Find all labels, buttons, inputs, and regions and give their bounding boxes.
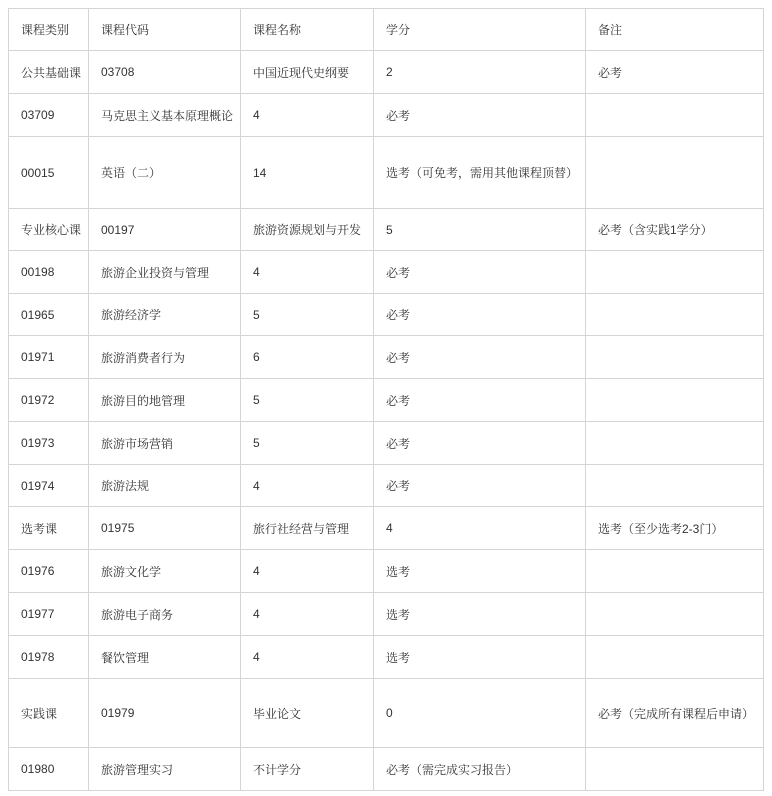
cell-remarks (586, 379, 764, 422)
cell-credits: 4 (374, 507, 586, 550)
cell-credits: 2 (374, 51, 586, 94)
cell-remarks: 必考（完成所有课程后申请） (586, 679, 764, 748)
cell-category: 01965 (9, 294, 89, 336)
cell-name: 6 (241, 336, 374, 379)
table-row (9, 379, 764, 422)
cell-name: 4 (241, 636, 374, 679)
table-row (9, 137, 764, 209)
course-table (8, 8, 764, 791)
cell-remarks: 必考（含实践1学分） (586, 209, 764, 251)
cell-name: 中国近现代史纲要 (241, 51, 374, 94)
cell-credits: 选考 (374, 636, 586, 679)
cell-remarks (586, 465, 764, 507)
cell-category: 公共基础课 (9, 51, 89, 94)
table-row (9, 593, 764, 636)
cell-remarks (586, 550, 764, 593)
cell-code: 旅游经济学 (89, 294, 241, 336)
cell-category: 01976 (9, 550, 89, 593)
cell-credits: 必考 (374, 294, 586, 336)
table-body (9, 51, 764, 791)
cell-credits: 必考 (374, 251, 586, 294)
header-cell-remarks: 备注 (586, 9, 764, 51)
cell-name: 5 (241, 422, 374, 465)
cell-category: 03709 (9, 94, 89, 137)
cell-category: 专业核心课 (9, 209, 89, 251)
cell-name: 不计学分 (241, 748, 374, 791)
cell-credits: 必考 (374, 465, 586, 507)
cell-remarks (586, 251, 764, 294)
cell-category: 00198 (9, 251, 89, 294)
table-row (9, 51, 764, 94)
table-row (9, 550, 764, 593)
table-row (9, 679, 764, 748)
cell-category: 01973 (9, 422, 89, 465)
cell-category: 01972 (9, 379, 89, 422)
cell-name: 4 (241, 94, 374, 137)
header-cell-name: 课程名称 (241, 9, 374, 51)
cell-code: 旅游消费者行为 (89, 336, 241, 379)
cell-category: 实践课 (9, 679, 89, 748)
cell-code: 英语（二） (89, 137, 241, 209)
header-cell-credits: 学分 (374, 9, 586, 51)
cell-name: 旅游资源规划与开发 (241, 209, 374, 251)
table-row (9, 94, 764, 137)
cell-credits: 选考（可免考，需用其他课程顶替） (374, 137, 586, 209)
cell-code: 旅游管理实习 (89, 748, 241, 791)
cell-name: 4 (241, 593, 374, 636)
cell-name: 4 (241, 550, 374, 593)
cell-name: 5 (241, 379, 374, 422)
cell-name: 5 (241, 294, 374, 336)
cell-name: 14 (241, 137, 374, 209)
header-cell-category: 课程类别 (9, 9, 89, 51)
table-row (9, 748, 764, 791)
header-cell-code: 课程代码 (89, 9, 241, 51)
cell-code: 旅游企业投资与管理 (89, 251, 241, 294)
cell-remarks (586, 94, 764, 137)
table-header-row (9, 9, 764, 51)
cell-code: 00197 (89, 209, 241, 251)
cell-name: 旅行社经营与管理 (241, 507, 374, 550)
cell-credits: 必考 (374, 336, 586, 379)
cell-category: 01977 (9, 593, 89, 636)
cell-credits: 必考 (374, 422, 586, 465)
cell-category: 01974 (9, 465, 89, 507)
cell-code: 01975 (89, 507, 241, 550)
cell-remarks (586, 422, 764, 465)
table-row (9, 294, 764, 336)
cell-credits: 选考 (374, 593, 586, 636)
cell-remarks (586, 336, 764, 379)
cell-code: 旅游市场营销 (89, 422, 241, 465)
cell-remarks (586, 294, 764, 336)
table-row (9, 636, 764, 679)
cell-category: 01980 (9, 748, 89, 791)
table-row (9, 209, 764, 251)
cell-credits: 必考（需完成实习报告） (374, 748, 586, 791)
cell-name: 毕业论文 (241, 679, 374, 748)
cell-name: 4 (241, 251, 374, 294)
cell-credits: 0 (374, 679, 586, 748)
cell-category: 01971 (9, 336, 89, 379)
cell-credits: 选考 (374, 550, 586, 593)
cell-remarks: 选考（至少选考2-3门） (586, 507, 764, 550)
cell-category: 00015 (9, 137, 89, 209)
cell-remarks: 必考 (586, 51, 764, 94)
cell-code: 03708 (89, 51, 241, 94)
cell-category: 选考课 (9, 507, 89, 550)
cell-remarks (586, 748, 764, 791)
cell-remarks (586, 137, 764, 209)
cell-credits: 必考 (374, 379, 586, 422)
cell-remarks (586, 636, 764, 679)
cell-category: 01978 (9, 636, 89, 679)
cell-remarks (586, 593, 764, 636)
cell-code: 旅游法规 (89, 465, 241, 507)
cell-name: 4 (241, 465, 374, 507)
cell-code: 马克思主义基本原理概论 (89, 94, 241, 137)
cell-code: 旅游电子商务 (89, 593, 241, 636)
cell-credits: 必考 (374, 94, 586, 137)
table-row (9, 465, 764, 507)
table-row (9, 336, 764, 379)
table-row (9, 251, 764, 294)
cell-credits: 5 (374, 209, 586, 251)
cell-code: 旅游目的地管理 (89, 379, 241, 422)
table-row (9, 507, 764, 550)
cell-code: 餐饮管理 (89, 636, 241, 679)
cell-code: 旅游文化学 (89, 550, 241, 593)
cell-code: 01979 (89, 679, 241, 748)
table-row (9, 422, 764, 465)
